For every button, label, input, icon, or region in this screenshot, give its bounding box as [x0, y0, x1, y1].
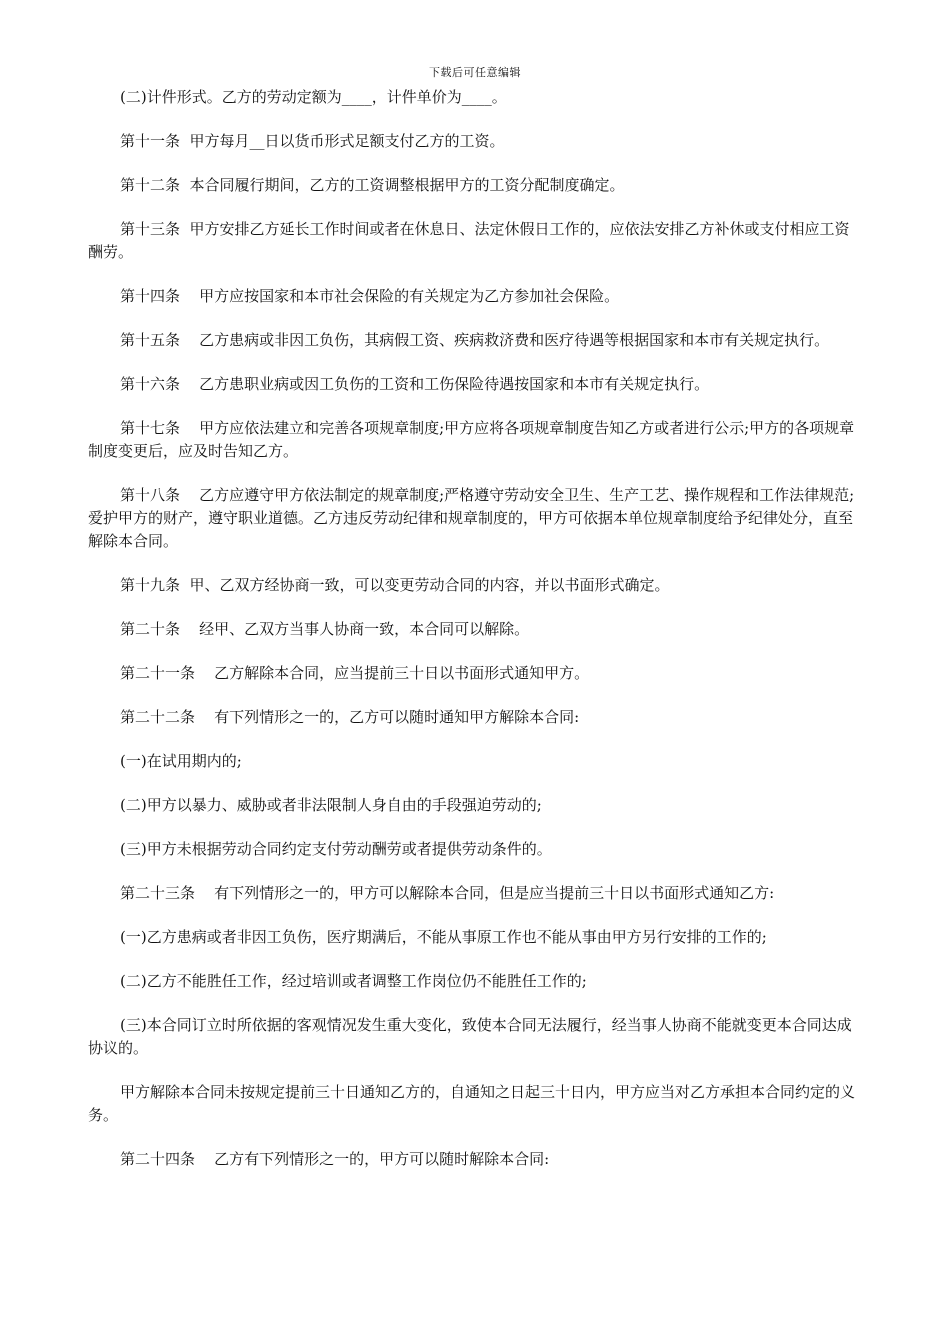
paragraph: 第二十条 经甲、乙双方当事人协商一致，本合同可以解除。 — [120, 620, 530, 638]
paragraph: 第十四条 甲方应按国家和本市社会保险的有关规定为乙方参加社会保险。 — [120, 287, 620, 305]
paragraph: 第二十四条 乙方有下列情形之一的，甲方可以随时解除本合同: — [120, 1150, 550, 1168]
paragraph: 第二十三条 有下列情形之一的，甲方可以解除本合同，但是应当提前三十日以书面形式通知乙方: — [120, 884, 775, 902]
paragraph: (二)计件形式。乙方的劳动定额为____，计件单价为____。 — [120, 88, 507, 106]
paragraph: 第十八条 乙方应遵守甲方依法制定的规章制度;严格遵守劳动安全卫生、生产工艺、操作规程和工作法律规范;爱护甲方的财产，遵守职业道德。乙方违反劳动纪律和规章制度的，甲方可依据本单位规章制度给予纪律处分，直至解除本合同。 — [88, 486, 855, 550]
paragraph: (三)本合同订立时所依据的客观情况发生重大变化，致使本合同无法履行，经当事人协商不能就变更本合同达成协议的。 — [88, 1016, 852, 1057]
document-body — [88, 86, 860, 1192]
paragraph: 第十一条 甲方每月__日以货币形式足额支付乙方的工资。 — [120, 132, 505, 150]
header-note: 下载后可任意编辑 — [429, 66, 521, 79]
paragraph: 第十九条 甲、乙双方经协商一致，可以变更劳动合同的内容，并以书面形式确定。 — [120, 576, 670, 594]
paragraph: 甲方解除本合同未按规定提前三十日通知乙方的，自通知之日起三十日内，甲方应当对乙方承担本合同约定的义务。 — [88, 1083, 856, 1124]
paragraph: (二)乙方不能胜任工作，经过培训或者调整工作岗位仍不能胜任工作的; — [120, 972, 587, 990]
paragraph: 第二十二条 有下列情形之一的，乙方可以随时通知甲方解除本合同: — [120, 708, 580, 726]
paragraph: 第十二条 本合同履行期间，乙方的工资调整根据甲方的工资分配制度确定。 — [120, 176, 625, 194]
paragraph: 第十五条 乙方患病或非因工负伤，其病假工资、疾病救济费和医疗待遇等根据国家和本市有关规定执行。 — [120, 331, 830, 349]
paragraph: (三)甲方未根据劳动合同约定支付劳动酬劳或者提供劳动条件的。 — [120, 840, 552, 858]
paragraph: (一)在试用期内的; — [120, 752, 242, 770]
paragraph: 第十七条 甲方应依法建立和完善各项规章制度;甲方应将各项规章制度告知乙方或者进行公示;甲方的各项规章制度变更后，应及时告知乙方。 — [88, 419, 855, 460]
paragraph: (一)乙方患病或者非因工负伤，医疗期满后，不能从事原工作也不能从事由甲方另行安排的工作的; — [120, 928, 767, 946]
paragraph: 第二十一条 乙方解除本合同，应当提前三十日以书面形式通知甲方。 — [120, 664, 590, 682]
paragraph: 第十三条 甲方安排乙方延长工作时间或者在休息日、法定休假日工作的，应依法安排乙方补休或支付相应工资酬劳。 — [88, 220, 850, 261]
paragraph: 第十六条 乙方患职业病或因工负伤的工资和工伤保险待遇按国家和本市有关规定执行。 — [120, 375, 710, 393]
paragraph: (二)甲方以暴力、威胁或者非法限制人身自由的手段强迫劳动的; — [120, 796, 542, 814]
